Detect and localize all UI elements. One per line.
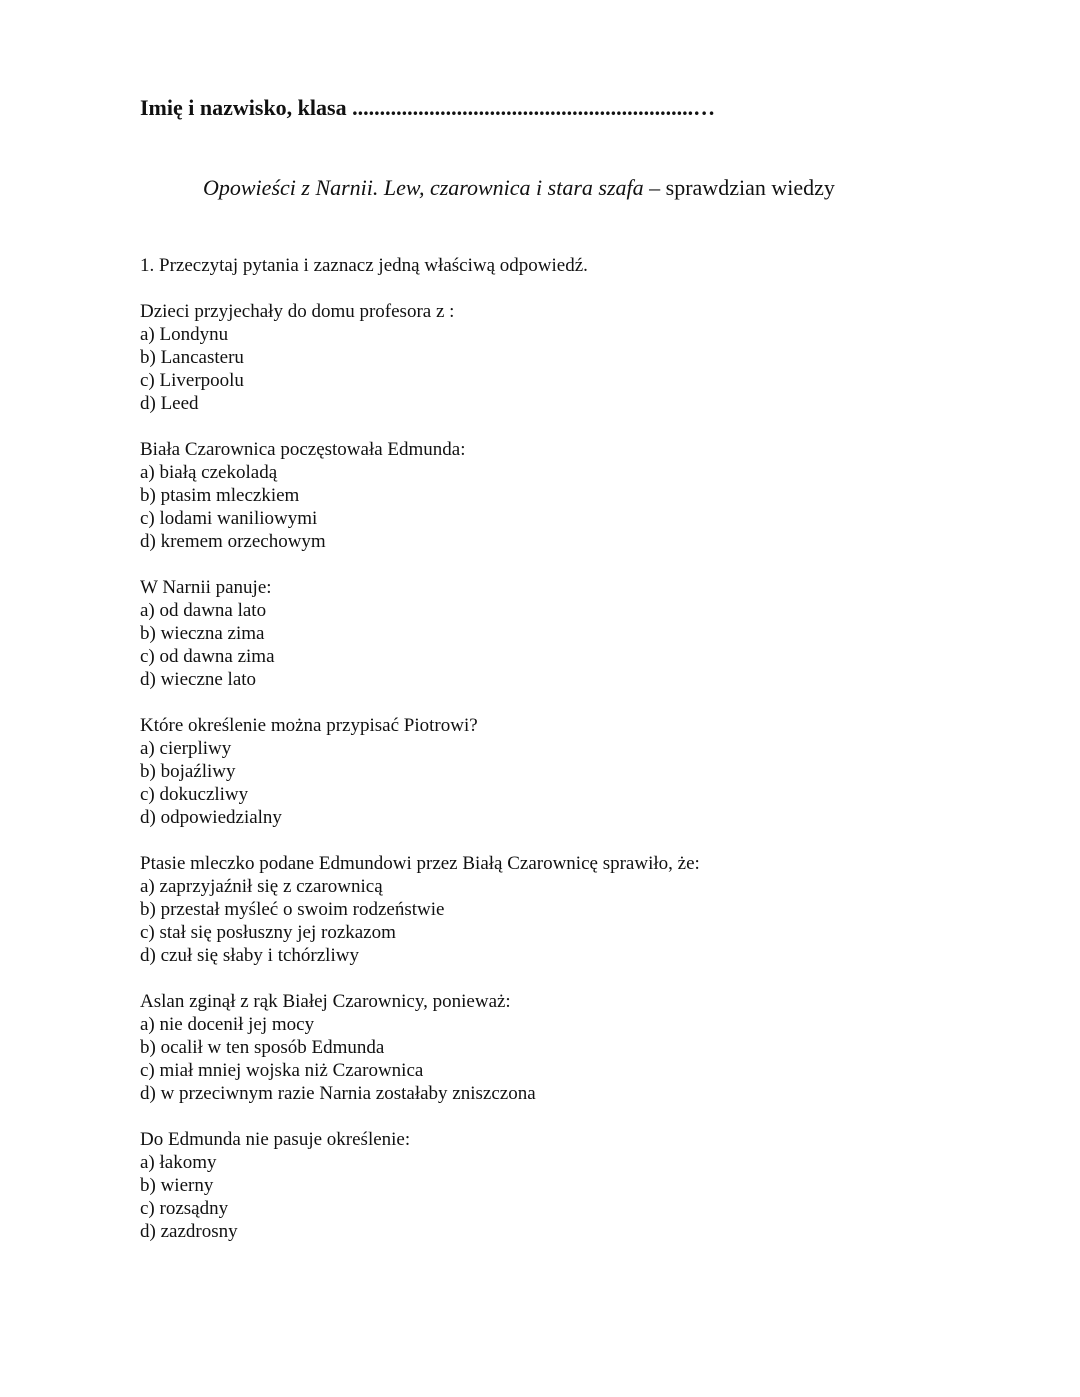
answer-option[interactable]: b) wieczna zima	[140, 623, 265, 644]
name-class-blank: ..............................................................…	[352, 95, 716, 120]
question-block	[140, 852, 700, 967]
answer-option[interactable]: b) wierny	[140, 1175, 214, 1196]
question-text: Biała Czarownica poczęstowała Edmunda:	[140, 439, 466, 460]
answer-option[interactable]: c) dokuczliwy	[140, 784, 249, 805]
document-title	[203, 175, 835, 201]
answer-option[interactable]: c) od dawna zima	[140, 646, 275, 667]
answer-option[interactable]: d) odpowiedzialny	[140, 807, 282, 828]
question-text: Dzieci przyjechały do domu profesora z :	[140, 301, 455, 322]
task-instruction: 1. Przeczytaj pytania i zaznacz jedną właściwą odpowiedź.	[140, 255, 588, 276]
question-block	[140, 714, 700, 829]
question-block	[140, 576, 700, 691]
answer-option[interactable]: a) nie docenił jej mocy	[140, 1014, 315, 1035]
answer-option[interactable]: b) bojaźliwy	[140, 761, 236, 782]
answer-option[interactable]: d) czuł się słaby i tchórzliwy	[140, 945, 359, 966]
answer-option[interactable]: c) rozsądny	[140, 1198, 229, 1219]
answer-option[interactable]: b) przestał myśleć o swoim rodzeństwie	[140, 899, 445, 920]
question-block	[140, 438, 700, 553]
answer-option[interactable]: d) w przeciwnym razie Narnia zostałaby zniszczona	[140, 1083, 536, 1104]
answer-option[interactable]: a) zaprzyjaźnił się z czarownicą	[140, 876, 383, 897]
title-suffix: – sprawdzian wiedzy	[643, 175, 835, 200]
answer-option[interactable]: c) stał się posłuszny jej rozkazom	[140, 922, 396, 943]
answer-option[interactable]: a) łakomy	[140, 1152, 217, 1173]
answer-option[interactable]: d) kremem orzechowym	[140, 531, 326, 552]
question-list	[140, 300, 700, 1266]
answer-option[interactable]: b) ocalił w ten sposób Edmunda	[140, 1037, 385, 1058]
answer-option[interactable]: a) Londynu	[140, 324, 229, 345]
question-text: Ptasie mleczko podane Edmundowi przez Białą Czarownicę sprawiło, że:	[140, 853, 700, 874]
answer-option[interactable]: a) białą czekoladą	[140, 462, 278, 483]
answer-option[interactable]: c) miał mniej wojska niż Czarownica	[140, 1060, 424, 1081]
answer-option[interactable]: d) Leed	[140, 393, 199, 414]
answer-option[interactable]: d) wieczne lato	[140, 669, 257, 690]
question-text: Do Edmunda nie pasuje określenie:	[140, 1129, 411, 1150]
question-block	[140, 990, 700, 1105]
book-title: Opowieści z Narnii. Lew, czarownica i stara szafa	[203, 175, 644, 200]
question-block	[140, 1128, 700, 1243]
answer-option[interactable]: a) od dawna lato	[140, 600, 267, 621]
name-class-field	[140, 95, 715, 121]
question-text: Które określenie można przypisać Piotrowi?	[140, 715, 478, 736]
name-class-label: Imię i nazwisko, klasa	[140, 95, 347, 120]
question-block	[140, 300, 700, 415]
answer-option[interactable]: c) lodami waniliowymi	[140, 508, 318, 529]
answer-option[interactable]: b) Lancasteru	[140, 347, 244, 368]
answer-option[interactable]: a) cierpliwy	[140, 738, 232, 759]
answer-option[interactable]: d) zazdrosny	[140, 1221, 238, 1242]
answer-option[interactable]: b) ptasim mleczkiem	[140, 485, 300, 506]
question-text: W Narnii panuje:	[140, 577, 272, 598]
question-text: Aslan zginął z rąk Białej Czarownicy, ponieważ:	[140, 991, 511, 1012]
answer-option[interactable]: c) Liverpoolu	[140, 370, 244, 391]
